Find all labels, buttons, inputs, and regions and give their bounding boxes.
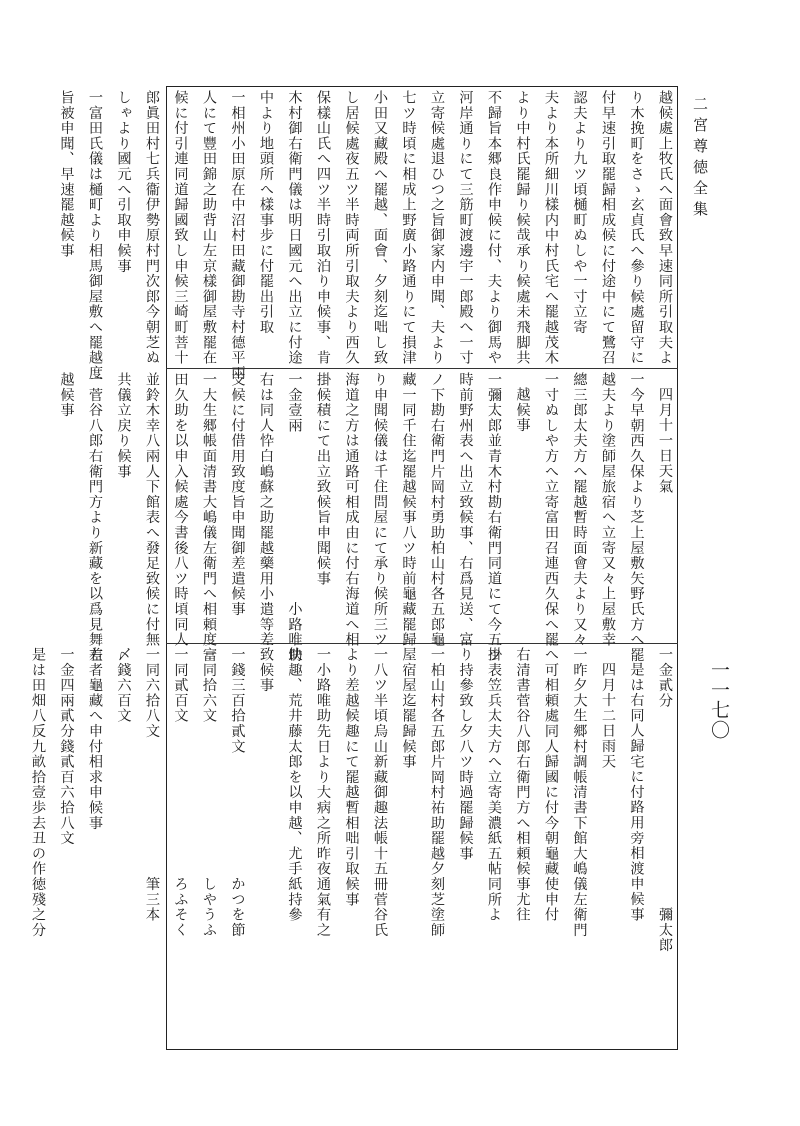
text-line: 一今早朝西久保より芝上屋敷矢野氏方へ罷 [628,372,645,663]
text-line: 致候事 [258,647,274,693]
text-line: 一柏山村各五郎片岡村祐助罷越夕刻芝塗師 [429,647,445,938]
text-line: 藏一同千住迄罷越候事八ツ時前龜藏罷歸 [400,372,417,648]
text-line: 海道之方は通路可相成由に付右海道へ相 [343,372,360,648]
text-line: 一金壹兩 小路唯助 [286,372,303,663]
text-line: 右者龜藏へ申付相求申候事 [87,647,103,831]
text-line: 一同貳百文 ろふそく [172,647,189,938]
text-line: 一同六拾八文 筆三本 [144,647,160,923]
text-line: 立寄候處退ひつ之旨御家内申聞、夫より [429,90,445,366]
text-line: り持參致し夕八ツ時過罷歸候事 [457,647,474,862]
text-line: 是は田畑八反九畝拾壹歩去丑の作徳殘之分 [30,647,46,938]
text-line: へ可相頼處同人歸國に付今朝龜藏使申付 [543,647,559,923]
text-line: 總三郎太夫方へ罷越暫時面會夫より又々 [571,372,588,648]
text-line: 越候事 [514,387,531,433]
text-line: 一小路唯助先日より大病之所昨夜通氣有之 [315,647,331,938]
text-line: 一金貳分 彌太郎 [657,647,673,953]
text-line: 人にて豐田錦之助背山左京樣御屋敷罷在 [201,90,217,366]
text-line: 七ツ時頃に相成上野廣小路通りにて損津 [400,90,417,366]
text-line: 一富田氏儀は樋町より相馬御屋敷へ罷越度 [87,90,103,381]
text-line: より中村氏罷歸り候哉承り候處未飛脚共 [514,90,531,366]
text-line: 時前野州表へ出立致候事、右爲見送、富 [457,372,474,648]
text-line: 越夫より塗師屋旅宿へ立寄又々上屋敷幸 [600,372,616,648]
text-line: 一菅谷八郎右衛門方より新藏を以爲見舞差 [87,372,103,663]
text-line: り申聞候儀は千住問屋にて承り候所三ツ [372,372,388,648]
text-line: 一大生郷帳面清書大嶋儀左衛門へ相頼度富 [201,372,217,663]
text-line: 河岸通りにて三筋町渡邊宇一郎殿へ一寸 [457,90,474,366]
text-line: 越候處上牧氏へ面會致早速同所引取夫よ [657,90,673,366]
text-line: 郎眞田村七兵衞伊勢原村門次郎今朝芝ぬ [144,90,160,366]
text-line: 旨被申聞、早速罷越候事 [58,90,75,259]
text-line: 〆錢六百文 [115,647,132,724]
text-line: 一同拾六文 しやうふ [201,647,217,938]
text-line: 一彌太郎並青木村勘右衛門同道にて今五ツ [486,372,502,663]
text-line: 右は同人忰白嶋蘇之助罷越藥用小遣等差 [258,372,274,648]
page-number: 一一七〇 [708,660,730,740]
text-line: 夫より本所細川樣内中村氏宅へ罷越茂木 [543,90,559,366]
text-line: 田久助を以申入候處今書後八ツ時頃同人 [172,372,189,648]
text-line: 是は右同人歸宅に付路用旁相渡申候事 [628,662,645,923]
text-line: 保樣山氏へ四ツ半時引取泊り申候事、肯 [315,90,331,366]
text-band-3 [30,647,678,1047]
text-line: ノ下勘右衛門片岡村勇助柏山村各五郎龜 [429,372,445,648]
text-line: 快趣、荒井藤太郎を以申越、尤手紙持參 [286,647,303,923]
text-line: 一金四兩貳分錢貳百六拾八文 [58,647,75,846]
text-line: 候に付引連同道歸國致し申候三崎町菩十 [172,90,189,366]
text-line: 掛表笠兵太夫方へ立寄美濃紙五帖同所よ [486,647,502,923]
text-line: 認夫より九ツ頃樋町ぬしや一寸立寄 [571,90,588,335]
text-line: 付早速引取罷歸相成候に付途中にて鷺召 [600,90,616,366]
text-line: しゃより國元へ引取申候事 [115,90,132,274]
text-band-2 [58,372,678,663]
text-line: 一昨夕大生郷村調帳清書下館大嶋儀左衛門 [571,647,588,938]
text-line: 木村御右衛門儀は明日國元へ出立に付途 [286,90,303,366]
text-line: 一錢三百拾貳文 かつを節 [229,647,246,938]
text-line: 並鈴木幸八兩人下館表へ發足致候に付無 [144,372,160,648]
text-line: 支候に付借用致度旨申聞御差遣候事 [229,372,246,617]
text-line: 一八ツ半頃烏山新藏御趣法帳十五冊菅谷氏 [372,647,388,938]
text-line: 右清書菅谷八郎右衛門方へ相頼候事尤往 [514,647,531,923]
text-line: り木挽町をさゝ玄貞氏へ參り候處留守に [628,90,645,366]
text-line: 一相州小田原在中沼村田藏御勘寺村德平兩 [229,90,246,381]
text-line: 不歸旨本郷良作申候に付、夫より御馬や [486,90,502,366]
text-line: 一寸ぬしや方へ立寄富田召連西久保へ罷 [543,372,559,648]
text-line: 屋宿屋迄罷歸候事 [400,647,417,770]
text-line: 越候事 [58,372,75,418]
text-line: 共儀立戻り候事 [115,372,132,480]
date-heading: 四月十二日雨天 [600,662,616,770]
text-line: 掛候積にて出立致候旨申聞候事 [315,372,331,587]
text-line: より差越候趣にて罷越暫相咄引取候事 [343,647,360,908]
running-title: 二宮尊徳全集 [691,96,709,222]
text-line: 小田又藏殿へ罷越、面會、夕刻迄咄し致 [372,90,388,366]
date-heading: 四月十一日天氣 [657,387,673,495]
text-band-1 [58,90,678,381]
text-line: し居候處夜五ツ半時両所引取夫より西久 [343,90,360,366]
text-line: 中より地頭所へ樣事步に付罷出引取 [258,90,274,335]
